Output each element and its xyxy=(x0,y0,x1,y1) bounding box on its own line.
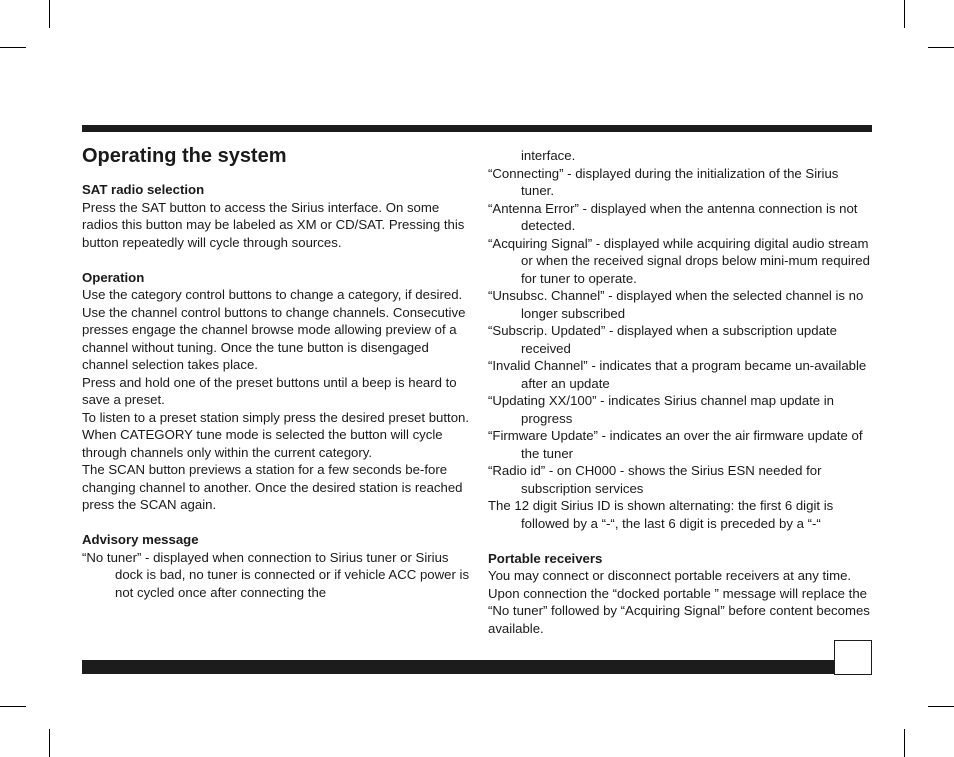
page-title: Operating the system xyxy=(82,145,287,167)
footer-rule xyxy=(82,660,834,674)
page-number-box xyxy=(834,640,872,675)
left-column xyxy=(82,142,472,601)
advisory-heading: Advisory message xyxy=(82,532,199,547)
portable-paragraph: You may connect or disconnect portable receivers at any time. Upon connection the “docked portable ” message will replace the “No tuner” followed by “Acquiring Signal” before content becomes available. xyxy=(488,568,870,636)
crop-mark xyxy=(49,729,50,757)
crop-mark xyxy=(0,47,26,48)
operation-paragraph: Use the channel control buttons to change channels. Consecutive presses engage the channel browse mode allowing preview of a channel without tuning. Once the tune button is disengaged channel selection takes place. xyxy=(82,304,466,372)
advisory-item: “Acquiring Signal” - displayed while acquiring digital audio stream or when the received signal drops below mini-mum required for tuner to operate. xyxy=(488,235,870,286)
advisory-item: “No tuner” - displayed when connection to Sirius tuner or Sirius dock is bad, no tuner is connected or if vehicle ACC power is not cycled once after connecting the xyxy=(82,549,470,600)
sat-heading: SAT radio selection xyxy=(82,182,205,197)
operation-paragraph: Use the category control buttons to change a category, if desired. xyxy=(82,287,463,302)
advisory-item: The 12 digit Sirius ID is shown alternating: the first 6 digit is followed by a “-“, the last 6 digit is preceded by a “-“ xyxy=(488,498,834,531)
operation-paragraph: To listen to a preset station simply press the desired preset button. xyxy=(82,409,470,425)
crop-mark xyxy=(49,0,50,28)
right-column xyxy=(488,147,872,637)
crop-mark xyxy=(928,47,954,48)
advisory-item: “Unsubsc. Channel” - displayed when the selected channel is no longer subscribed xyxy=(488,288,864,321)
header-rule xyxy=(82,125,872,132)
portable-heading: Portable receivers xyxy=(488,550,603,566)
crop-mark xyxy=(904,0,905,28)
operation-heading: Operation xyxy=(82,269,145,285)
sat-paragraph: Press the SAT button to access the Sirius interface. On some radios this button may be labeled as XM or CD/SAT. Pressing this button repeatedly will cycle through sources. xyxy=(82,199,465,250)
advisory-item: “Antenna Error” - displayed when the antenna connection is not detected. xyxy=(488,200,858,233)
crop-mark xyxy=(928,706,954,707)
operation-paragraph: When CATEGORY tune mode is selected the button will cycle through channels only within the current category. xyxy=(82,427,443,460)
advisory-item: “Subscrip. Updated” - displayed when a subscription update received xyxy=(488,323,837,356)
operation-paragraph: Press and hold one of the preset buttons until a beep is heard to save a preset. xyxy=(82,374,457,407)
advisory-item: “Invalid Channel” - indicates that a program became un-available after an update xyxy=(488,358,867,391)
advisory-item: “Radio id” - on CH000 - shows the Sirius ESN needed for subscription services xyxy=(488,463,822,496)
advisory-item: “Firmware Update” - indicates an over the air firmware update of the tuner xyxy=(488,428,863,461)
crop-mark xyxy=(904,729,905,757)
advisory-item: “Connecting” - displayed during the initialization of the Sirius tuner. xyxy=(488,165,839,198)
operation-paragraph: The SCAN button previews a station for a few seconds be-fore changing channel to another. Once the desired station is reached press the SCAN again. xyxy=(82,462,463,512)
advisory-continuation: interface. xyxy=(521,148,576,163)
crop-mark xyxy=(0,706,26,707)
advisory-item: “Updating XX/100” - indicates Sirius channel map update in progress xyxy=(488,393,835,426)
